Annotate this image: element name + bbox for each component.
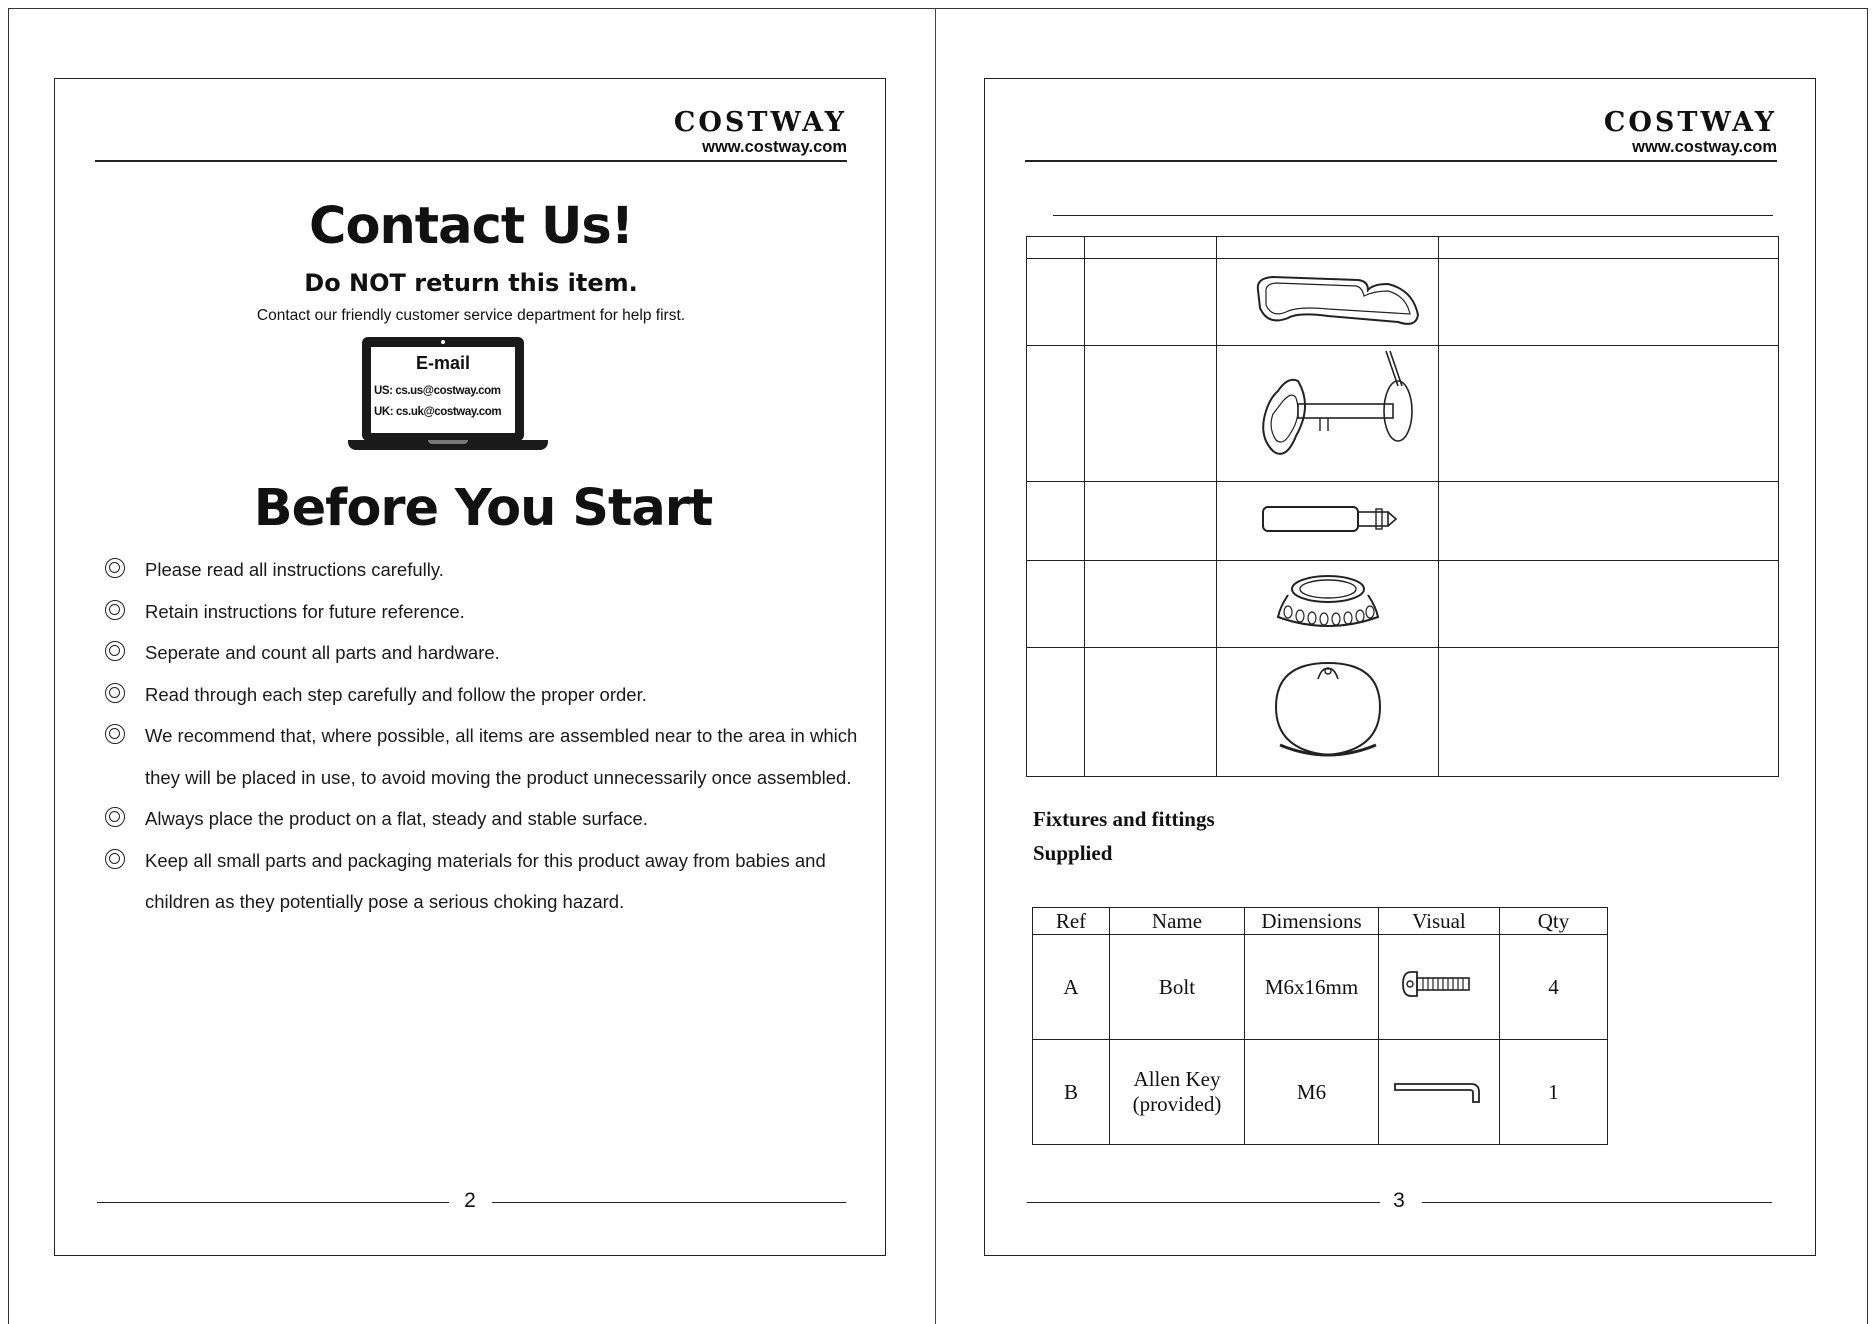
column-header: Qty	[1500, 908, 1608, 935]
email-title: E-mail	[415, 353, 471, 373]
visual-cell	[1379, 1040, 1500, 1145]
brand-header	[1604, 109, 1777, 157]
manual-page-right	[984, 78, 1816, 1256]
double-circle-bullet-icon	[105, 683, 125, 703]
allen-key-icon	[1391, 1072, 1487, 1106]
instruction-item: Read through each step carefully and follow the proper order.	[105, 674, 865, 716]
page-fold-line	[935, 8, 936, 1324]
double-circle-bullet-icon	[105, 807, 125, 827]
table-row	[1027, 346, 1779, 482]
qty-cell: 4	[1500, 935, 1608, 1040]
fixtures-title: Fixtures and fittings	[1033, 807, 1215, 831]
header-rule	[1025, 160, 1777, 162]
footer-rule-left	[97, 1202, 449, 1203]
supplied-title: Supplied	[1033, 841, 1113, 865]
table-row	[1033, 1040, 1608, 1145]
manual-page-left	[54, 78, 886, 1256]
column-header: Ref	[1033, 908, 1110, 935]
double-circle-bullet-icon	[105, 849, 125, 869]
dimensions-cell: M6x16mm	[1245, 935, 1379, 1040]
return-notice: Do NOT return this item.	[304, 269, 638, 297]
blank-title-rule	[1053, 215, 1773, 216]
double-circle-bullet-icon	[105, 724, 125, 744]
email-card	[371, 347, 515, 433]
website-url[interactable]: www.costway.com	[702, 138, 847, 156]
column-header: Name	[1110, 908, 1245, 935]
base-ring-illustration	[1258, 567, 1398, 637]
website-url[interactable]: www.costway.com	[1632, 138, 1777, 156]
table-row	[1027, 648, 1779, 777]
footrest-base-illustration	[1228, 346, 1428, 476]
table-row	[1027, 561, 1779, 648]
table-header-row	[1033, 908, 1608, 935]
seat-illustration	[1228, 260, 1428, 340]
email-us[interactable]: US: cs.us@costway.com	[374, 385, 501, 397]
parts-list-table	[1026, 236, 1779, 777]
footer-rule-right	[1422, 1202, 1772, 1203]
instruction-item: Seperate and count all parts and hardware.	[105, 632, 865, 674]
table-row	[1027, 259, 1779, 346]
visual-cell	[1379, 935, 1500, 1040]
instruction-item: Please read all instructions carefully.	[105, 549, 865, 591]
double-circle-bullet-icon	[105, 600, 125, 620]
instruction-item: Retain instructions for future reference.	[105, 591, 865, 633]
brand-header	[674, 109, 847, 157]
footer-rule-left	[1027, 1202, 1380, 1203]
ref-cell: A	[1033, 935, 1110, 1040]
table-row	[1027, 237, 1779, 259]
costway-logo: COSTWAY	[673, 107, 847, 138]
laptop-icon	[348, 337, 548, 459]
gas-lift-illustration	[1248, 494, 1408, 544]
round-base-illustration	[1258, 655, 1398, 765]
fixtures-table	[1032, 907, 1608, 1145]
dimensions-cell: M6	[1245, 1040, 1379, 1145]
qty-cell: 1	[1500, 1040, 1608, 1145]
name-cell: Allen Key (provided)	[1110, 1040, 1245, 1145]
page-number: 3	[1393, 1189, 1405, 1212]
header-rule	[95, 160, 847, 162]
instruction-item: Keep all small parts and packaging materials for this product away from babies and children as they potentially pose a serious choking hazard.	[105, 840, 865, 923]
contact-note: Contact our friendly customer service department for help first.	[256, 307, 686, 324]
contact-heading: Contact Us!	[309, 197, 633, 256]
double-circle-bullet-icon	[105, 558, 125, 578]
table-row	[1027, 482, 1779, 561]
email-uk[interactable]: UK: cs.uk@costway.com	[374, 406, 502, 418]
instruction-item: Always place the product on a flat, steady and stable surface.	[105, 798, 865, 840]
instruction-list	[105, 549, 865, 923]
column-header: Visual	[1379, 908, 1500, 935]
double-circle-bullet-icon	[105, 641, 125, 661]
bolt-icon	[1399, 964, 1479, 1004]
costway-logo: COSTWAY	[1603, 107, 1777, 138]
page-number: 2	[464, 1189, 476, 1212]
table-row	[1033, 935, 1608, 1040]
before-you-start-heading: Before You Start	[253, 479, 713, 538]
name-cell: Bolt	[1110, 935, 1245, 1040]
instruction-item: We recommend that, where possible, all items are assembled near to the area in which they will be placed in use, to avoid moving the product unnecessarily once assembled.	[105, 715, 865, 798]
ref-cell: B	[1033, 1040, 1110, 1145]
column-header: Dimensions	[1245, 908, 1379, 935]
footer-rule-right	[492, 1202, 846, 1203]
